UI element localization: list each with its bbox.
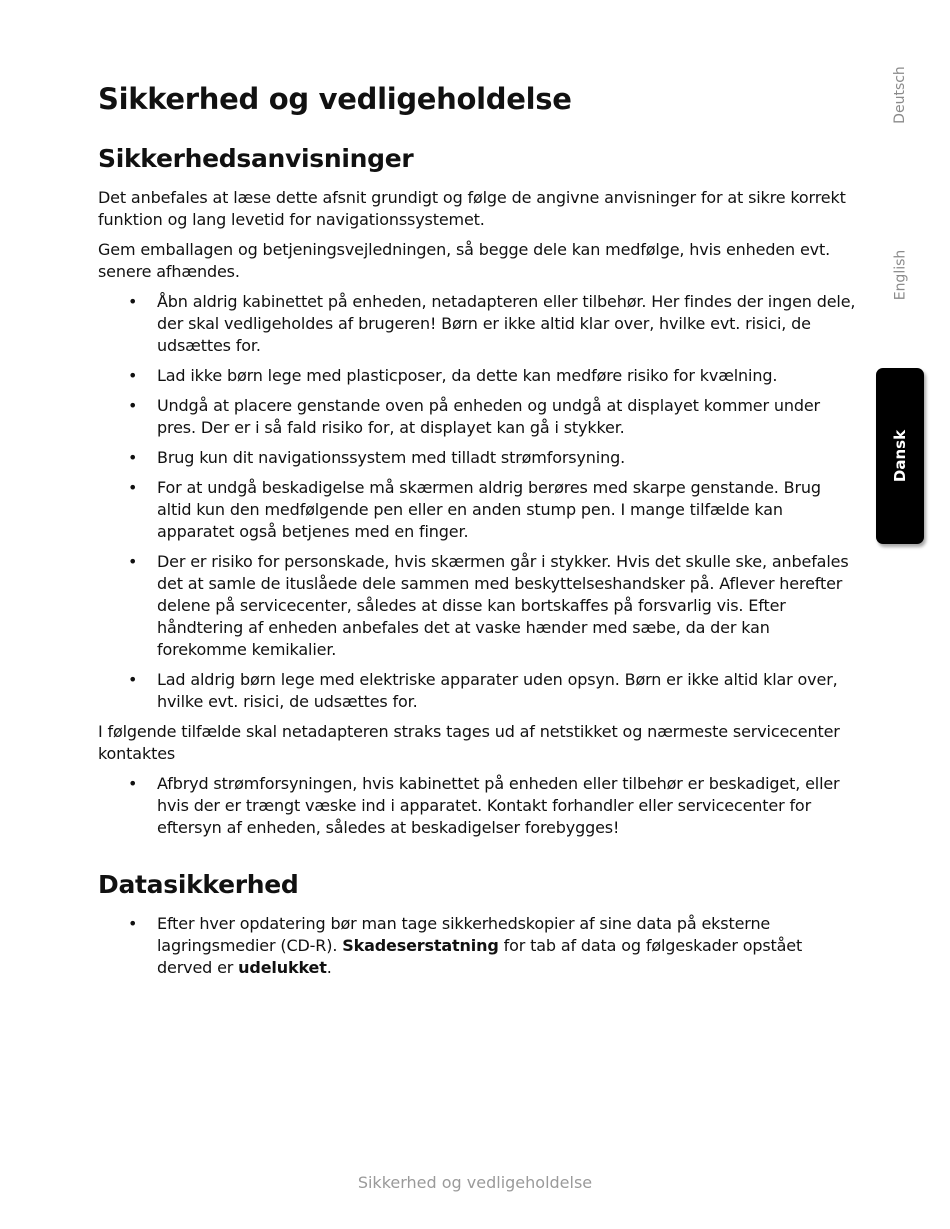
bullet-icon: • <box>128 914 138 933</box>
language-tab-dansk-active <box>876 368 924 544</box>
safety-list <box>98 291 858 713</box>
section-heading-safety: Sikkerhedsanvisninger <box>98 144 414 173</box>
bullet-icon: • <box>128 552 138 571</box>
power-list <box>98 773 858 839</box>
bullet-icon: • <box>128 448 138 467</box>
section-heading-data-security: Datasikkerhed <box>98 870 299 899</box>
list-item-text: Åbn aldrig kabinettet på enheden, netadapteren eller tilbehør. Her findes der ingen dele, der skal vedligeholdes af brugeren! Børn er ikke altid klar over, hvilke evt. risici, de udsættes for. <box>157 292 856 355</box>
list-item-text: . <box>326 958 332 977</box>
bullet-icon: • <box>128 670 138 689</box>
list-item <box>98 447 858 469</box>
paragraph: Gem emballagen og betjeningsvejledningen, så begge dele kan medfølge, hvis enheden evt. senere afhændes. <box>98 240 831 281</box>
list-item-text: Der er risiko for personskade, hvis skærmen går i stykker. Hvis det skulle ske, anbefales det at samle de ituslåede dele sammen med beskyttelseshandsker på. Aflever herefter delene på servicecenter, således at disse kan bortskaffes på forsvarlig vis. Efter håndtering af enheden anbefales det at vaske hænder med sæbe, da der kan forekomme kemikalier. <box>157 552 849 659</box>
language-tab-label: English <box>892 249 908 301</box>
bullet-icon: • <box>128 396 138 415</box>
language-tab-deutsch <box>876 40 924 150</box>
list-item <box>98 395 858 439</box>
list-item-text: for tab af data og følgeskader opstået derved er <box>157 936 803 977</box>
list-item-text: Lad ikke børn lege med plasticposer, da dette kan medføre risiko for kvælning. <box>157 366 778 385</box>
data-security-list <box>98 913 858 979</box>
bullet-icon: • <box>128 366 138 385</box>
list-item <box>98 365 858 387</box>
list-item <box>98 773 858 839</box>
bullet-icon: • <box>128 774 138 793</box>
list-item-text: Lad aldrig børn lege med elektriske apparater uden opsyn. Børn er ikke altid klar over, hvilke evt. risici, de udsættes for. <box>157 670 838 711</box>
list-item <box>98 913 858 979</box>
document-body <box>98 80 858 987</box>
list-item-text: Brug kun dit navigationssystem med tilladt strømforsyning. <box>157 448 626 467</box>
list-item-text: For at undgå beskadigelse må skærmen aldrig berøres med skarpe genstande. Brug altid kun den medfølgende pen eller en anden stump pen. I mange tilfælde kan apparatet også betjenes med en finger. <box>157 478 821 541</box>
paragraph: Det anbefales at læse dette afsnit grundigt og følge de angivne anvisninger for at sikre korrekt funktion og lang levetid for navigationssystemet. <box>98 188 846 229</box>
list-item <box>98 291 858 357</box>
language-tab-label: Dansk <box>891 429 909 483</box>
bullet-icon: • <box>128 292 138 311</box>
list-item <box>98 551 858 661</box>
list-item-text: Efter hver opdatering bør man tage sikkerhedskopier af sine data på eksterne lagringsmedier (CD-R). <box>157 914 771 955</box>
list-item-text: Afbryd strømforsyningen, hvis kabinettet på enheden eller tilbehør er beskadiget, eller hvis der er trængt væske ind i apparatet. Kontakt forhandler eller servicecenter for eftersyn af enheden, således at beskadigelser forebygges! <box>157 774 840 837</box>
list-item-text: Undgå at placere genstande oven på enheden og undgå at displayet kommer under pres. Der er i så fald risiko for, at displayet kan gå i stykker. <box>157 396 820 437</box>
page-title: Sikkerhed og vedligeholdelse <box>98 82 572 116</box>
language-tab-label: Deutsch <box>892 66 908 124</box>
page-footer: Sikkerhed og vedligeholdelse <box>357 1173 593 1192</box>
list-item <box>98 477 858 543</box>
paragraph: I følgende tilfælde skal netadapteren straks tages ud af netstikket og nærmeste servicecenter kontaktes <box>98 722 840 763</box>
bullet-icon: • <box>128 478 138 497</box>
emphasis-excluded: udelukket <box>238 958 327 977</box>
language-tab-english <box>876 220 924 330</box>
emphasis-compensation: Skadeserstatning <box>342 936 499 955</box>
list-item <box>98 669 858 713</box>
